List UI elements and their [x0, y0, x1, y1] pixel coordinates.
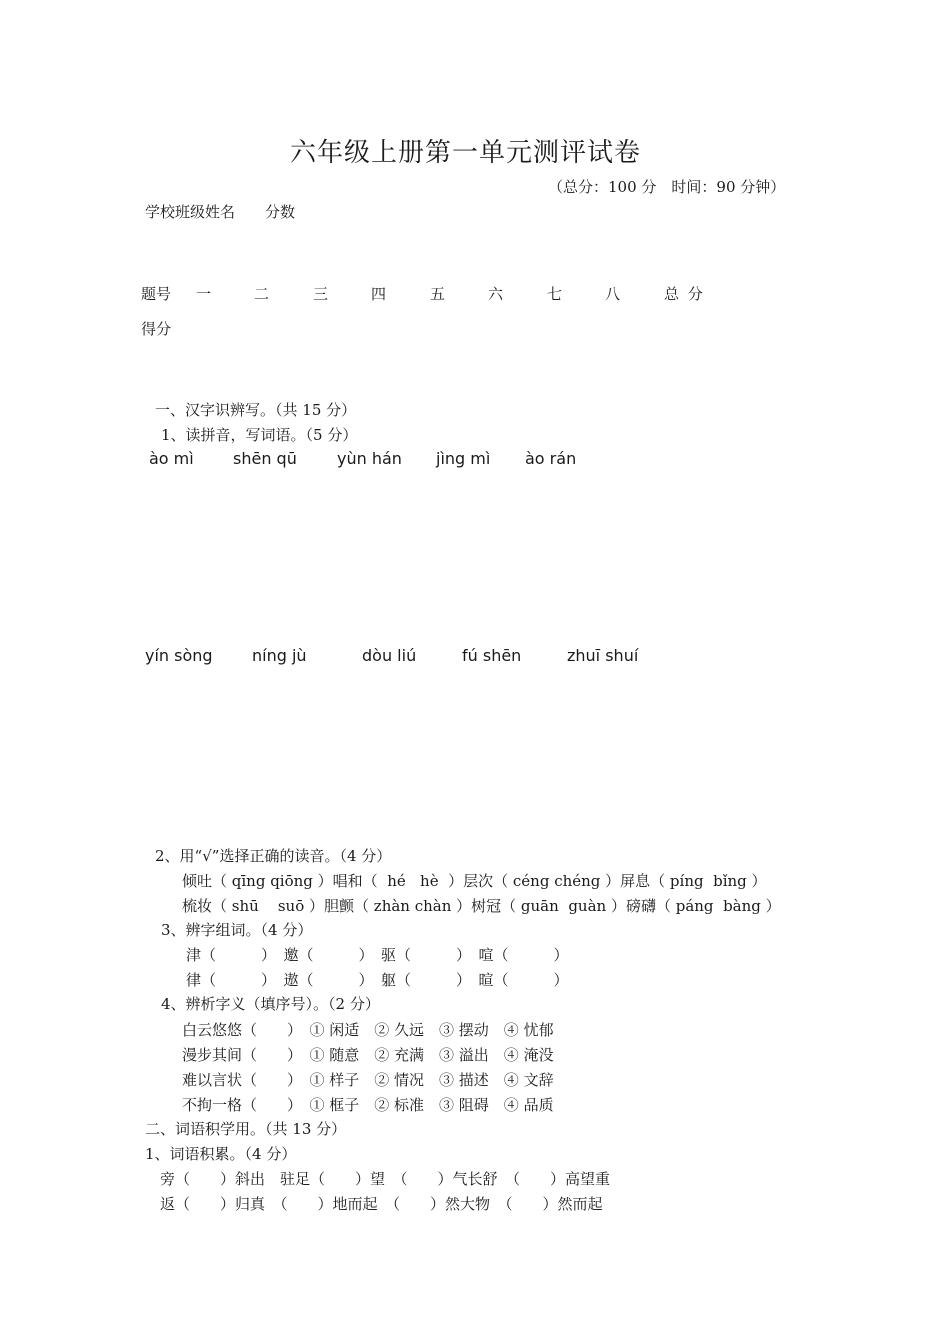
q4-item: 白云悠悠（ ） ① 闲适 ② 久远 ③ 摆动 ④ 忧郁: [182, 1021, 554, 1039]
student-info: 学校班级姓名 分数: [145, 203, 296, 221]
pinyin-item: níng jù: [252, 646, 307, 665]
q3-line-2: 律（ ） 遨（ ） 躯（ ） 暄（ ）: [186, 971, 569, 989]
score-table-header-label: 题号: [141, 285, 172, 303]
pinyin-item: fú shēn: [462, 646, 522, 665]
q4-item: 漫步其间（ ） ① 随意 ② 充满 ③ 溢出 ④ 淹没: [182, 1046, 554, 1064]
q4-item: 难以言状（ ） ① 样子 ② 情况 ③ 描述 ④ 文辞: [182, 1071, 554, 1089]
s2-q1-title: 1、词语积累。（4 分）: [145, 1145, 297, 1163]
score-col-5: 五: [430, 285, 446, 303]
page-title: 六年级上册第一单元测评试卷: [290, 138, 642, 168]
q1-title: 1、读拼音，写词语。（5 分）: [161, 426, 358, 444]
pinyin-item: ào rán: [525, 449, 577, 468]
q2-line-1: 倾吐（ qīng qiōng ）唱和（ hé hè ）层次（ céng chéng ）屏息（ píng bǐng ）: [182, 872, 767, 890]
pinyin-item: dòu liú: [362, 646, 417, 665]
pinyin-item: jìng mì: [436, 449, 491, 468]
s2-q1-line-2: 返（ ）归真 （ ）地而起 （ ）然大物 （ ）然而起: [160, 1195, 603, 1213]
pinyin-item: zhuī shuí: [567, 646, 639, 665]
q3-title: 3、辨字组词。（4 分）: [161, 921, 313, 939]
score-col-2: 二: [254, 285, 270, 303]
q2-title: 2、用“√”选择正确的读音。（4 分）: [155, 847, 392, 865]
score-col-1: 一: [196, 285, 212, 303]
score-col-8: 八: [605, 285, 621, 303]
section1-title: 一、汉字识辨写。（共 15 分）: [155, 401, 357, 419]
pinyin-item: shēn qū: [233, 449, 297, 468]
q3-line-1: 津（ ） 邀（ ） 驱（ ） 喧（ ）: [186, 946, 569, 964]
q4-title: 4、辨析字义（填序号）。（2 分）: [161, 995, 380, 1013]
pinyin-item: yín sòng: [145, 646, 213, 665]
s2-q1-line-1: 旁（ ）斜出 驻足（ ）望 （ ）气长舒 （ ）高望重: [160, 1170, 611, 1188]
q4-item: 不拘一格（ ） ① 框子 ② 标准 ③ 阻碍 ④ 品质: [182, 1096, 554, 1114]
exam-meta: （总分：100 分 时间：90 分钟）: [548, 178, 786, 196]
score-col-4: 四: [371, 285, 387, 303]
score-col-3: 三: [313, 285, 329, 303]
pinyin-item: ào mì: [149, 449, 194, 468]
pinyin-item: yùn hán: [337, 449, 402, 468]
score-col-7: 七: [547, 285, 563, 303]
score-col-total: 总 分: [664, 285, 705, 303]
score-col-6: 六: [488, 285, 504, 303]
section2-title: 二、词语积学用。（共 13 分）: [145, 1120, 347, 1138]
score-row-label: 得分: [141, 320, 172, 338]
q2-line-2: 梳妆（ shū suō ）胆颤（ zhàn chàn ）树冠（ guān guàn ）磅礴（ páng bàng ）: [182, 897, 781, 915]
